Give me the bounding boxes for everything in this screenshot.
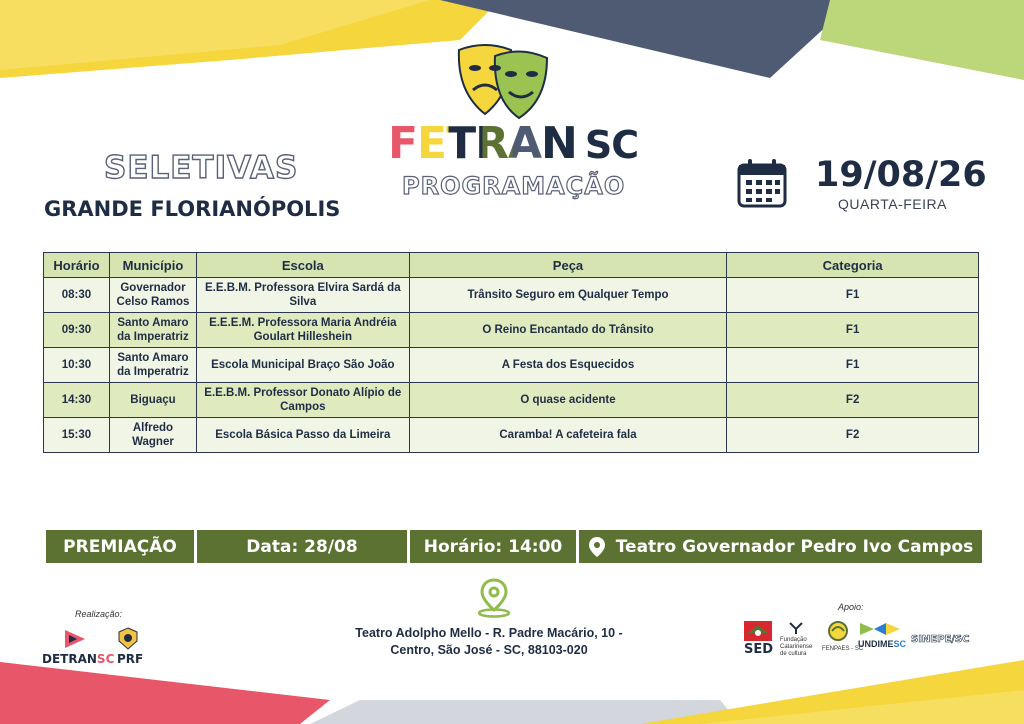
table-header-row xyxy=(44,253,979,278)
prf-badge-icon xyxy=(117,627,139,651)
cell-municipio: Santo Amaro da Imperatriz xyxy=(109,348,196,383)
location-pin-icon xyxy=(588,536,606,558)
cell-peca: O Reino Encantado do Trânsito xyxy=(409,313,727,348)
sinepe-logo: SINEPE/SC xyxy=(911,634,970,645)
award-date: Data: 28/08 xyxy=(197,530,407,563)
region-title: GRANDE FLORIANÓPOLIS xyxy=(44,197,341,221)
address-line2: Centro, São José - SC, 88103-020 xyxy=(390,643,588,657)
detran-logo xyxy=(42,652,114,666)
sed-logo-icon xyxy=(744,621,772,641)
cell-horario: 09:30 xyxy=(44,313,110,348)
award-place-bar xyxy=(579,530,982,563)
cell-escola: Escola Municipal Braço São João xyxy=(196,348,409,383)
award-place: Teatro Governador Pedro Ivo Campos xyxy=(615,536,974,557)
logo-fetran-text: FETRAN xyxy=(388,118,577,169)
header-escola: Escola xyxy=(196,253,409,278)
cell-peca: O quase acidente xyxy=(409,383,727,418)
location-marker-icon xyxy=(475,578,513,618)
header-municipio: Município xyxy=(109,253,196,278)
venue-address xyxy=(330,625,648,659)
prf-logo: PRF xyxy=(117,652,144,666)
cell-municipio: Governador Celso Ramos xyxy=(109,278,196,313)
seletivas-title: SELETIVAS xyxy=(104,150,299,186)
calendar-icon xyxy=(737,158,787,208)
cell-municipio: Alfredo Wagner xyxy=(109,418,196,453)
header-categoria: Categoria xyxy=(727,253,979,278)
undime-logo xyxy=(858,639,906,649)
cell-categoria: F2 xyxy=(727,418,979,453)
cell-horario: 10:30 xyxy=(44,348,110,383)
theater-masks-icon xyxy=(455,42,555,120)
cell-escola: E.E.E.M. Professora Maria Andréia Goulart Hilleshein xyxy=(196,313,409,348)
cell-horario: 14:30 xyxy=(44,383,110,418)
event-weekday: QUARTA-FEIRA xyxy=(838,196,947,212)
address-line1: Teatro Adolpho Mello - R. Padre Macário, 10 - xyxy=(355,626,623,640)
award-label: PREMIAÇÃO xyxy=(46,530,194,563)
cell-municipio: Biguaçu xyxy=(109,383,196,418)
cell-municipio: Santo Amaro da Imperatriz xyxy=(109,313,196,348)
table-row xyxy=(44,278,979,313)
cell-escola: E.E.B.M. Professor Donato Alípio de Campos xyxy=(196,383,409,418)
cell-horario: 15:30 xyxy=(44,418,110,453)
cell-categoria: F1 xyxy=(727,278,979,313)
detran-logo-b: SC xyxy=(96,652,115,666)
event-date: 19/08/26 xyxy=(815,155,987,195)
cell-peca: Caramba! A cafeteira fala xyxy=(409,418,727,453)
realizacao-label: Realização: xyxy=(75,609,123,619)
fenpaes-logo: FENPAES - SC xyxy=(822,646,864,652)
cell-categoria: F1 xyxy=(727,313,979,348)
cell-horario: 08:30 xyxy=(44,278,110,313)
undime-logo-text: UNDIME xyxy=(858,639,894,649)
sed-logo: SED xyxy=(744,642,774,657)
detran-logo-a: DETRAN xyxy=(42,652,97,666)
programacao-title: PROGRAMAÇÃO xyxy=(402,172,626,200)
logo-sc-text: SC xyxy=(584,123,639,167)
fetran-logo xyxy=(388,118,639,169)
schedule-table xyxy=(43,252,979,453)
cell-escola: E.E.B.M. Professora Elvira Sardá da Silva xyxy=(196,278,409,313)
cell-peca: A Festa dos Esquecidos xyxy=(409,348,727,383)
table-row xyxy=(44,383,979,418)
detran-logo-icon xyxy=(63,628,87,650)
cell-categoria: F1 xyxy=(727,348,979,383)
cell-escola: Escola Básica Passo da Limeira xyxy=(196,418,409,453)
fenpaes-logo-icon xyxy=(826,621,850,643)
cell-peca: Trânsito Seguro em Qualquer Tempo xyxy=(409,278,727,313)
undime-logo-icon xyxy=(860,621,900,637)
fundacao-logo-icon xyxy=(788,621,804,635)
cell-categoria: F2 xyxy=(727,383,979,418)
undime-logo-sc: SC xyxy=(893,639,907,649)
table-row xyxy=(44,313,979,348)
apoio-label: Apoio: xyxy=(838,602,864,612)
header-peca: Peça xyxy=(409,253,727,278)
fundacao-logo: Fundação Catarinense de cultura xyxy=(780,637,813,657)
table-row xyxy=(44,418,979,453)
header-horario: Horário xyxy=(44,253,110,278)
award-time: Horário: 14:00 xyxy=(410,530,576,563)
table-row xyxy=(44,348,979,383)
